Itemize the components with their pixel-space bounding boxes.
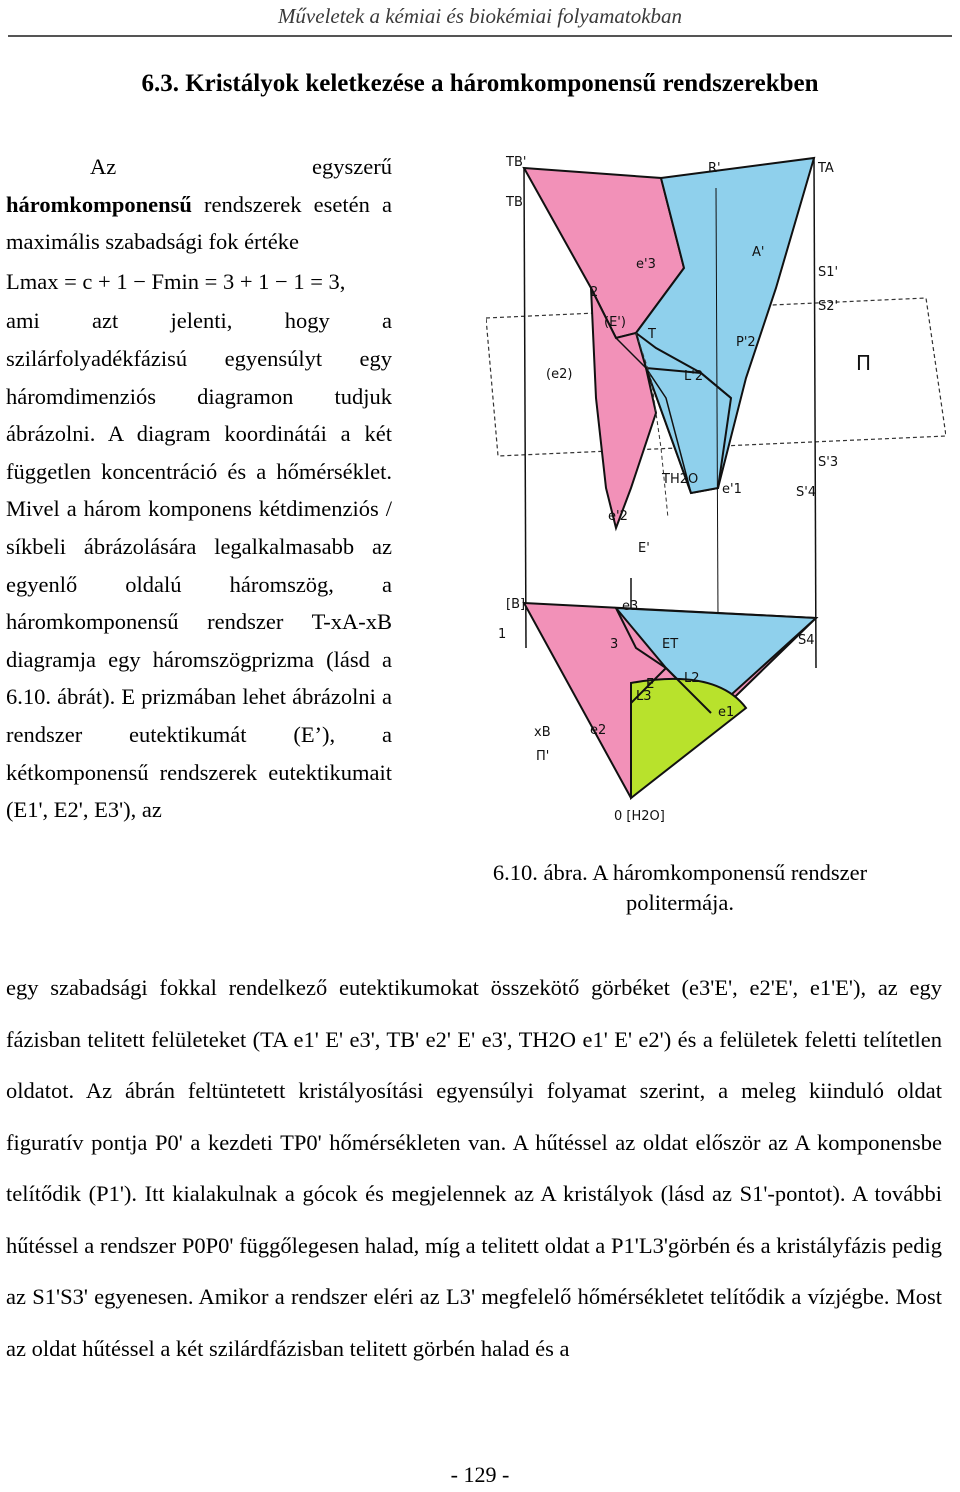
- body-text: [6, 962, 942, 1374]
- symbol-p1: (P1').: [88, 1181, 138, 1206]
- body-line-10: egyenesen. Amikor a rendszer eléri az: [87, 1284, 447, 1309]
- intro-pre: Az egyszerű: [90, 154, 392, 179]
- body-line-8: függőlegesen halad, míg a telitett oldat a: [233, 1232, 612, 1258]
- label-e2: e2: [590, 723, 607, 738]
- intro-paragraph: [6, 148, 392, 261]
- page-number: - 129 -: [450, 1462, 510, 1487]
- label-l2: L2: [684, 671, 700, 686]
- symbol-p1l3: P1'L3': [611, 1232, 668, 1258]
- body-line-7: -pontot). A további hűtéssel a rendszer: [6, 1181, 942, 1258]
- label-e-big-prime: E': [638, 541, 650, 556]
- label-b-bracket: [B]: [506, 597, 526, 612]
- body-surfaces-symbols-2: TH2O e1' E' e2'): [518, 1026, 672, 1052]
- caption-line-2: politermája.: [625, 890, 735, 915]
- label-r-prime: R': [708, 161, 721, 176]
- label-num2-top: 2: [590, 285, 599, 300]
- label-e2-paren: (e2): [546, 367, 573, 382]
- section-title: 6.3. Kristályok keletkezése a háromkomponensű rendszerekben: [141, 70, 819, 97]
- label-et: ET: [662, 637, 679, 652]
- symbol-l3: L3': [446, 1284, 476, 1309]
- body-paragraph: [6, 962, 942, 1374]
- label-xb: xB: [534, 725, 551, 740]
- label-h2o-base: 0 [H2O]: [614, 809, 665, 824]
- ternary-polytherm-diagram: [486, 148, 946, 838]
- label-s1-prime: S1': [818, 265, 839, 280]
- intro-post: rendszerek esetén a maximális szabadsági fok értéke: [6, 191, 392, 255]
- intro-bold-term: háromkomponensű: [6, 191, 192, 217]
- label-e2-prime: e'2: [608, 509, 628, 524]
- label-s4-prime: S'4: [796, 485, 817, 500]
- axis-b: [524, 168, 526, 648]
- body-curves-symbols: (e3'E', e2'E', e1'E'),: [681, 975, 867, 1000]
- degrees-of-freedom-equation: Lmax = c + 1 − Fmin = 3 + 1 − 1 = 3,: [6, 268, 346, 294]
- label-e-prime: (E'): [604, 315, 626, 330]
- body-surfaces-symbols: (TA e1' E' e3', TB' e2' E' e3',: [252, 1026, 513, 1052]
- body-line-5: hőmérsékleten van. A hűtéssel az oldat először az A komponensbe telítődik: [6, 1129, 943, 1206]
- body-line-11: megfelelő hőmérsékletet telítődik a vízjégbe. Most az oldat hűtéssel a két szilárdfázisban telitett görbén halad és a: [6, 1284, 942, 1361]
- symbol-tp0: TP0': [280, 1129, 322, 1155]
- label-tb: TB: [506, 195, 523, 210]
- body-line-2: az egy fázisban telitett felületeket: [6, 975, 942, 1052]
- axis-a: [814, 158, 816, 668]
- label-tb-prime: TB': [506, 155, 527, 170]
- main-text: ami azt jelenti, hogy a szilárfolyadékfázisú egyensúlyt egy háromdimenziós diagramon tudjuk ábrázolni. A diagram koordinátái a két független koncentráció és a hőmérséklet. Mivel a három komponens kétdimenziós / síkbeli ábrázolására legalkalmasabb az egyenlő oldalú háromszög, a háromkomponensű rendszer T-xA-xB diagramja egy háromszögprizma (lásd a 6.10. ábrát). E prizmában lehet ábrázolni a rendszer eutektikumát (E’), a kétkomponensű rendszerek eutektikumait: [6, 308, 392, 785]
- label-l2-prime: L'2: [684, 369, 704, 384]
- label-l3: L3: [636, 689, 652, 704]
- label-s3-prime: S'3: [818, 455, 839, 470]
- label-e-base: E: [646, 677, 655, 692]
- symbol-s1s3: S1'S3': [32, 1284, 88, 1309]
- label-a-prime: A': [752, 245, 765, 260]
- label-num1: 1: [498, 627, 507, 642]
- label-e3: e3: [622, 599, 639, 614]
- label-pi: Π: [856, 351, 872, 375]
- label-num3: 3: [610, 637, 619, 652]
- body-line-4: a kezdeti: [182, 1129, 281, 1155]
- symbol-p0p0: P0P0': [181, 1232, 234, 1258]
- label-pi-prime: Π': [536, 749, 550, 764]
- body-line-1: egy szabadsági fokkal rendelkező eutektikumokat összekötő görbéket: [6, 975, 670, 1000]
- label-th2o: TH2O: [662, 472, 699, 487]
- text-tail: az: [136, 797, 162, 823]
- left-column-text: [6, 148, 392, 829]
- symbol-p0: P0': [154, 1129, 183, 1155]
- label-e3-prime: e'3: [636, 257, 656, 272]
- ternary-polytherm-figure: [486, 148, 946, 838]
- body-line-9: görbén és a kristályfázis pedig az: [6, 1232, 942, 1309]
- symbol-s1: S1': [739, 1181, 768, 1206]
- label-s2-prime: S2': [818, 299, 839, 314]
- label-s4: S4: [798, 633, 815, 648]
- label-p2-prime: P'2: [736, 335, 756, 350]
- body-line-3: és a felületek feletti telítetlen oldatot. Az ábrán feltüntetett kristályosítási egyensúlyi folyamat szerint, a meleg kiinduló oldat figuratív pontja: [6, 1026, 942, 1155]
- eutectics-symbols: (E1', E2', E3'),: [6, 797, 137, 823]
- body-line-6: Itt kialakulnak a gócok és megjelennek az A kristályok (lásd az: [137, 1181, 740, 1206]
- label-ta: TA: [818, 161, 834, 176]
- main-paragraph: [6, 302, 392, 828]
- caption-line-1: 6.10. ábra. A háromkomponensű rendszer: [492, 860, 868, 885]
- running-head: Műveletek a kémiai és biokémiai folyamatokban: [277, 4, 683, 28]
- label-t-mark: T: [648, 327, 656, 342]
- header-rule: [8, 35, 952, 37]
- label-e1-prime: e'1: [722, 482, 742, 497]
- figure-caption: [430, 858, 930, 918]
- label-e1: e1: [718, 705, 735, 720]
